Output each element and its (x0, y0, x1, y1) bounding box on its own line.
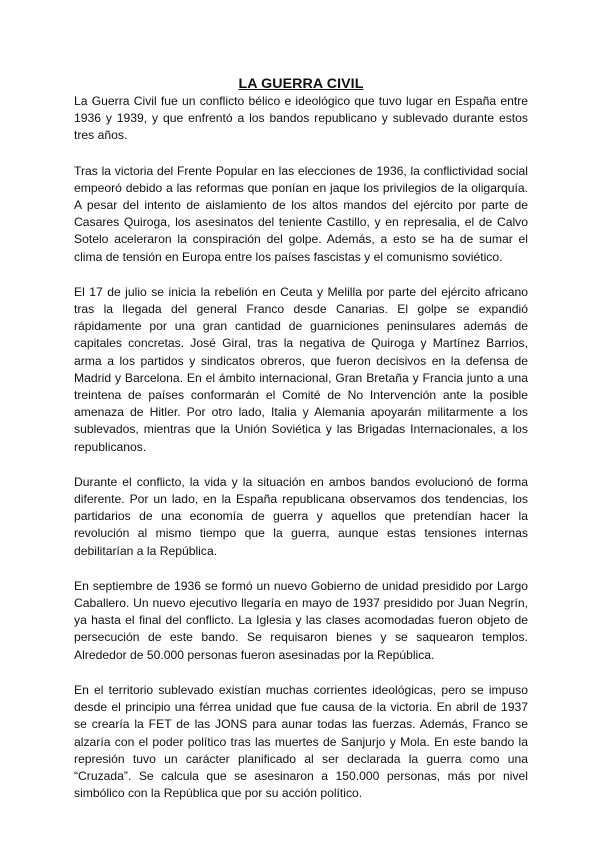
paragraph-outbreak: El 17 de julio se inicia la rebelión en Ceuta y Melilla por parte del ejército africano tras la llegada del general Franco desde Canarias. El golpe se expandió rápidamente por una gran cantidad de guarniciones peninsulares además de capitales concretas. José Giral, tras la negativa de Quiroga y Martínez Barrios, arma a los partidos y sindicatos obreros, que fueron decisivos en la defensa de Madrid y Barcelona. En el ámbito internacional, Gran Bretaña y Francia junto a una treintena de países conformarán el Comité de No Intervención ante la posible amenaza de Hitler. Por otro lado, Italia y Alemania apoyarán militarmente a los sublevados, mientras que la Unión Soviética y las Brigadas Internacionales, a los republicanos. (74, 284, 528, 454)
paragraph-intro: La Guerra Civil fue un conflicto bélico e ideológico que tuvo lugar en España entre 1936 y 1939, y que enfrentó a los bandos republicano y sublevado durante estos tres años. (74, 94, 528, 143)
document-title: LA GUERRA CIVIL (238, 76, 364, 92)
document-body (74, 76, 528, 820)
paragraph-evolution: Durante el conflicto, la vida y la situación en ambos bandos evolucionó de forma diferente. Por un lado, en la España republicana observamos dos tendencias, los partidarios de una economía de guerra y aquellos que pretendían hacer la revolución al mismo tiempo que la guerra, aunque estas tensiones internas debilitarían a la República. (74, 474, 528, 558)
paragraph-causes: Tras la victoria del Frente Popular en las elecciones de 1936, la conflictividad social empeoró debido a las reformas que ponían en jaque los privilegios de la oligarquía. A pesar del intento de aislamiento de los altos mandos del ejército por parte de Casares Quiroga, los asesinatos del teniente Castillo, y en represalia, el de Calvo Sotelo aceleraron la conspiración del golpe. Además, a esto se ha de sumar el clima de tensión en Europa entre los países fascistas y el comunismo soviético. (74, 163, 528, 264)
paragraph-republican-zone: En septiembre de 1936 se formó un nuevo Gobierno de unidad presidido por Largo Caballero. Un nuevo ejecutivo llegaría en mayo de 1937 presidido por Juan Negrín, ya hasta el final del conflicto. La Iglesia y las clases acomodadas fueron objeto de persecución de este bando. Se requisaron bienes y se saquearon templos. Alrededor de 50.000 personas fueron asesinadas por la República. (74, 578, 528, 662)
paragraph-nationalist-zone: En el territorio sublevado existían muchas corrientes ideológicas, pero se impuso desde el principio una férrea unidad que fue causa de la victoria. En abril de 1937 se crearía la FET de las JONS para aunar todas las fuerzas. Además, Franco se alzaría con el poder político tras las muertes de Sanjurjo y Mola. En este bando la represión tuvo un carácter planificado al ser declarada la guerra como una “Cruzada”. Se calcula que se asesinaron a 150.000 personas, más por nivel simbólico con la República que por su acción político. (74, 682, 528, 801)
